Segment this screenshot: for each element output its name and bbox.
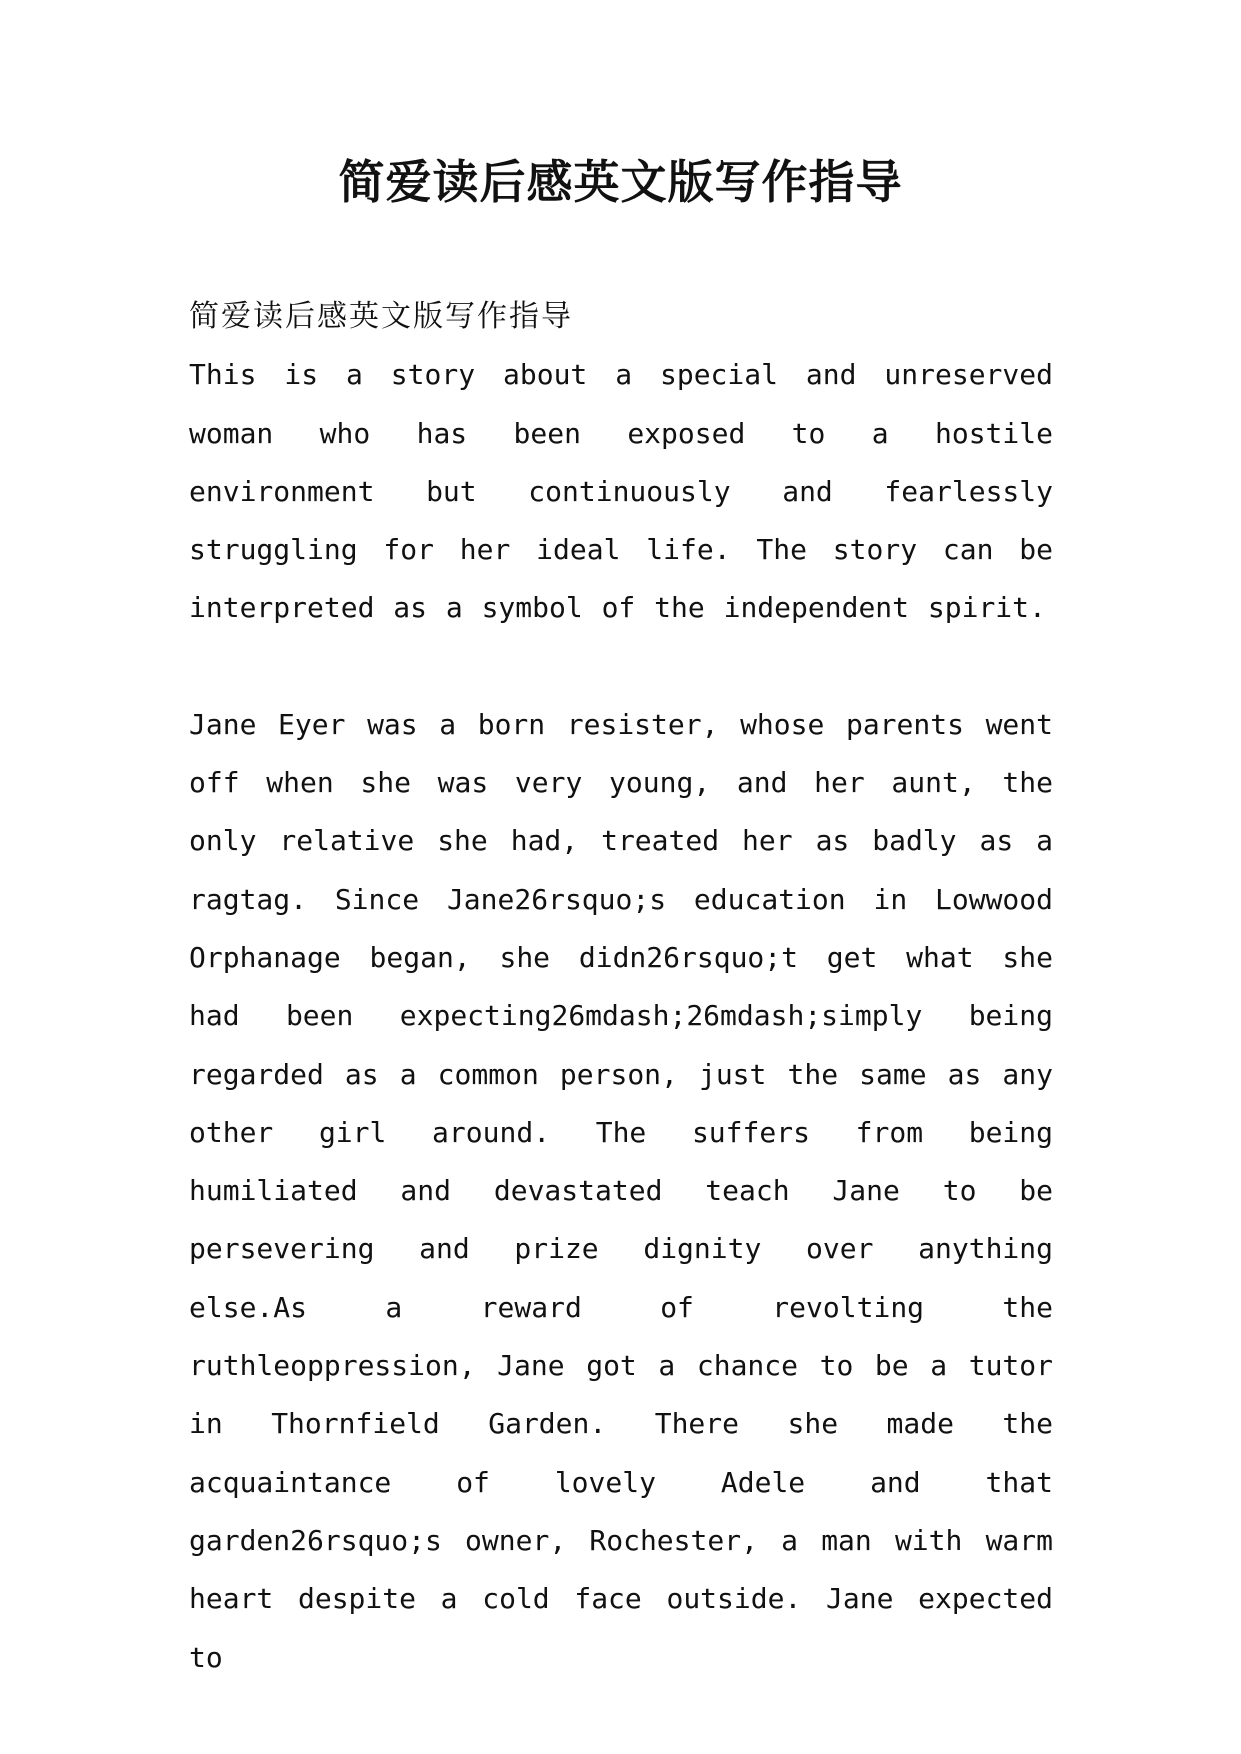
document-body [189,288,1053,1687]
document-title: 简爱读后感英文版写作指导 [338,155,903,209]
paragraph-story: Jane Eyer was a born resister, whose parents went off when she was very young, and her aunt, the only relative she had, treated her as badly as a ragtag. Since Jane26rsquo;s education in Lowwood Orphanage began, she didn26rsquo;t get what she had been expecting26mdash;26mdash;simply being regarded as a common person, just the same as any other girl around. The suffers from being humiliated and devastated teach Jane to be persevering and prize dignity over anything else.As a reward of revolting the ruthleoppression, Jane got a chance to be a tutor in Thornfield Garden. There she made the acquaintance of lovely Adele and that garden26rsquo;s owner, Rochester, a man with warm heart despite a cold face outside. Jane expected to [189,707,1053,1674]
document-subtitle: 简爱读后感英文版写作指导 [189,299,573,334]
paragraph-intro: This is a story about a special and unreserved woman who has been exposed to a hostile environment but continuously and fearlessly struggling for her ideal life. The story can be interpreted as a symbol of the independent spirit. [189,358,1053,625]
